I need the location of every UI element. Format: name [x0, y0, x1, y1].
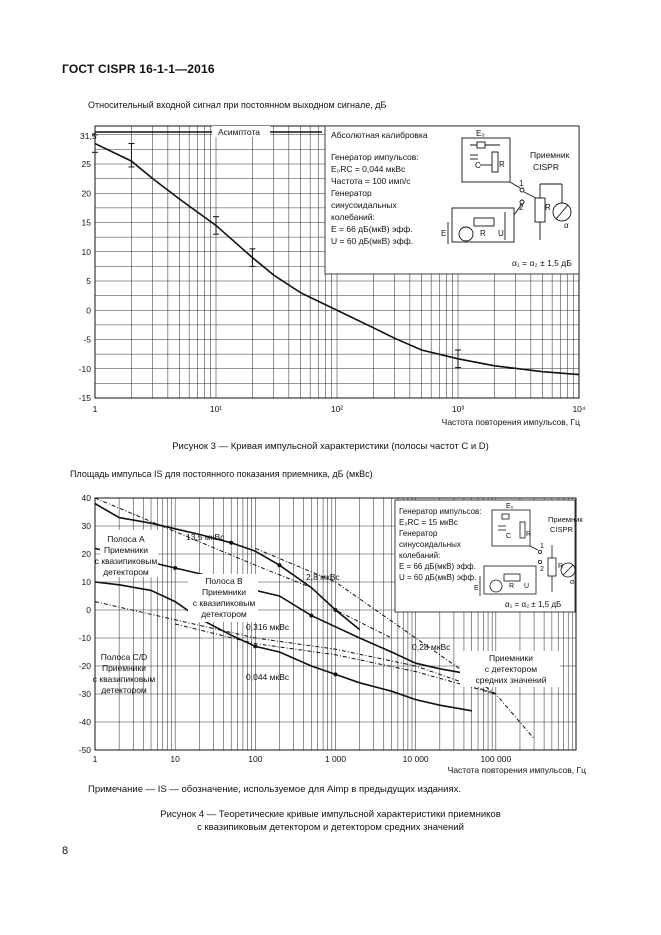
svg-text:2: 2 — [519, 203, 524, 212]
svg-text:R: R — [526, 531, 532, 538]
fig4-y-tick-label: 20 — [81, 549, 91, 559]
fig3-caption: Рисунок 3 — Кривая импульсной характеристики (полосы частот C и D) — [172, 441, 489, 452]
fig4-legend-line-1: E₀RC = 15 мкВс — [399, 518, 458, 527]
fig3-x-tick-label: 10³ — [451, 404, 465, 414]
fig3-x-tick-label: 10⁴ — [572, 404, 586, 414]
fig4-point — [277, 563, 281, 567]
fig4-caption-line-1: с квазипиковым детектором и детектором средних значений — [197, 822, 464, 833]
fig4-note: Примечание — IS — обозначение, используемое для Aimp в предыдущих изданиях. — [88, 784, 462, 795]
fig3-x-ticks — [93, 404, 586, 414]
fig4-v0316: 0,316 мкВс — [246, 622, 290, 632]
fig3-legend-line-4: синусоидальных — [331, 200, 397, 210]
fig4-v135: 13,5 мкВс — [186, 532, 225, 542]
fig4-x-tick-label: 1 000 — [324, 754, 347, 764]
fig4-band-b-0: Полоса В — [205, 576, 243, 586]
fig4-y-tick-label: 10 — [81, 577, 91, 587]
fig4-x-tick-label: 100 — [248, 754, 263, 764]
fig3-asymptote-label: Асимптота — [218, 127, 260, 137]
fig4-caption-line-0: Рисунок 4 — Теоретические кривые импульсной характеристики приемников — [160, 809, 501, 820]
fig4-x-tick-label: 10 — [170, 754, 180, 764]
fig3-y-tick-label: 0 — [86, 305, 91, 316]
fig3-legend-line-1: E₀RC = 0,044 мкВс — [331, 164, 406, 174]
fig4-v028: 0,28 мкВс — [412, 642, 451, 652]
fig3-legend-line-3: Генератор — [331, 188, 372, 198]
fig4-receiver-1: CISPR — [550, 525, 573, 534]
svg-text:R: R — [558, 563, 564, 570]
fig4-band-cd-0: Полоса C/D — [100, 652, 148, 662]
fig4-band-cd-3: детектором — [101, 685, 147, 695]
svg-text:R: R — [509, 583, 515, 590]
fig4-x-tick-label: 100 000 — [480, 754, 512, 764]
fig4-band-cd-2: с квазипиковым — [92, 674, 156, 684]
fig4-ylabel: Площадь импульса IS для постоянного показания приемника, дБ (мкВс) — [70, 469, 373, 479]
svg-text:E₀: E₀ — [476, 129, 485, 138]
fig4-legend-line-6: U = 60 дБ(мкВ) эфф. — [399, 573, 477, 582]
fig4-y-tick-label: 30 — [81, 521, 91, 531]
fig4-avg-0: Приемники — [488, 653, 534, 663]
fig4-point — [334, 608, 338, 612]
fig3-y-ticks — [79, 159, 92, 403]
fig4-band-cd-label — [93, 652, 156, 695]
fig4-avg-2: средних значений — [475, 675, 547, 685]
fig4-avg-1: с детектором — [484, 664, 538, 674]
fig4-legend-line-0: Генератор импульсов: — [399, 507, 482, 516]
fig3-asymptote-value: 31,5 — [80, 131, 97, 141]
svg-text:α: α — [564, 221, 569, 230]
fig3-y-tick-label: 25 — [81, 159, 91, 170]
fig4-x-tick-label: 1 — [92, 754, 98, 764]
fig4-y-tick-label: -30 — [78, 689, 91, 699]
fig4-point — [173, 566, 177, 570]
fig3-legend-line-0: Генератор импульсов: — [331, 152, 419, 162]
fig4-band-b-label — [188, 574, 258, 622]
fig4-band-cd-1: Приемники — [101, 663, 147, 673]
fig4-y-tick-label: -20 — [78, 661, 91, 671]
fig3-ylabel: Относительный входной сигнал при постоянном выходном сигнале, дБ — [88, 100, 387, 110]
fig4-v28: 2,8 мкВс — [306, 572, 340, 582]
fig3-legend-line-6: E = 66 дБ(мкВ) эфф. — [331, 224, 413, 234]
fig4-legend-line-4: колебаний: — [399, 551, 441, 560]
fig3-y-tick-label: -15 — [78, 393, 91, 403]
fig4-band-a-3: детектором — [103, 567, 149, 577]
svg-text:α: α — [570, 579, 575, 586]
svg-text:1: 1 — [519, 179, 524, 188]
fig4-y-tick-label: 40 — [81, 493, 91, 503]
fig4-formula: α₁ = α₂ ± 1,5 дБ — [505, 600, 562, 609]
fig4-receiver-0: Приемник — [548, 515, 583, 524]
fig4-band-b-1: Приемники — [201, 587, 247, 597]
fig4-band-a-2: с квазипиковым — [94, 556, 158, 566]
fig3-legend-line-2: Частота = 100 имп/с — [331, 176, 411, 186]
fig4-point — [309, 614, 313, 618]
fig4-v0044: 0,044 мкВс — [246, 672, 290, 682]
fig3-x-tick-label: 10¹ — [209, 404, 223, 414]
fig4-y-tick-label: 0 — [86, 605, 91, 615]
fig4-y-tick-label: -40 — [78, 717, 91, 727]
svg-text:1: 1 — [540, 543, 544, 550]
page-header: ГОСТ CISPR 16-1-1—2016 — [62, 62, 215, 76]
fig4-band-b-2: с квазипиковым — [192, 598, 256, 608]
fig3-receiver-1: CISPR — [533, 162, 559, 172]
fig3-receiver-0: Приемник — [530, 150, 570, 160]
fig4-y-tick-label: -10 — [78, 633, 91, 643]
fig4-y-tick-label: -50 — [78, 745, 91, 755]
svg-text:E: E — [441, 229, 447, 238]
fig4-point — [334, 672, 338, 676]
fig3-y-tick-label: 20 — [81, 188, 91, 199]
fig3-legend-title: Абсолютная калибровка — [331, 130, 428, 140]
fig4-legend-line-5: E = 66 дБ(мкВ) эфф. — [399, 562, 476, 571]
fig3-legend-line-7: U = 60 дБ(мкВ) эфф. — [331, 236, 414, 246]
fig4-legend-line-2: Генератор — [399, 529, 438, 538]
fig4-point — [253, 644, 257, 648]
svg-text:U: U — [498, 229, 504, 238]
svg-text:C: C — [475, 161, 481, 170]
fig4-xlabel: Частота повторения импульсов, Гц — [447, 765, 586, 775]
fig4-x-tick-label: 10 000 — [402, 754, 429, 764]
fig3-legend-line-5: колебаний: — [331, 212, 375, 222]
fig4-point — [229, 541, 233, 545]
fig4-band-a-0: Полоса А — [107, 534, 145, 544]
fig3-y-tick-label: 15 — [81, 217, 91, 228]
fig4-band-b-3: детектором — [201, 609, 247, 619]
fig4-band-a-label — [95, 530, 158, 577]
fig4-y-ticks — [79, 493, 92, 755]
fig3-y-tick-label: 5 — [86, 276, 91, 287]
svg-text:U: U — [524, 583, 530, 590]
fig4-band-a-1: Приемники — [103, 545, 149, 555]
fig4-avg-label — [460, 651, 560, 687]
svg-text:R: R — [480, 229, 486, 238]
fig3-formula: α₁ = α₂ ± 1,5 дБ — [512, 258, 572, 268]
fig3-xlabel: Частота повторения импульсов, Гц — [441, 417, 580, 427]
fig3-y-tick-label: -10 — [78, 363, 91, 374]
fig4-x-ticks — [93, 754, 512, 764]
svg-text:E: E — [474, 585, 479, 592]
fig3-y-tick-label: 10 — [81, 246, 91, 257]
svg-text:2: 2 — [540, 566, 544, 573]
fig4-legend-line-3: синусоидальных — [399, 540, 461, 549]
svg-text:R: R — [499, 160, 505, 169]
svg-text:E₀: E₀ — [506, 503, 514, 510]
fig3-x-tick-label: 10² — [330, 404, 344, 414]
fig3-y-tick-label: -5 — [83, 334, 91, 345]
svg-text:R: R — [545, 203, 551, 212]
svg-text:C: C — [506, 533, 512, 540]
page-number: 8 — [62, 845, 69, 857]
fig3-x-tick-label: 1 — [92, 404, 98, 414]
